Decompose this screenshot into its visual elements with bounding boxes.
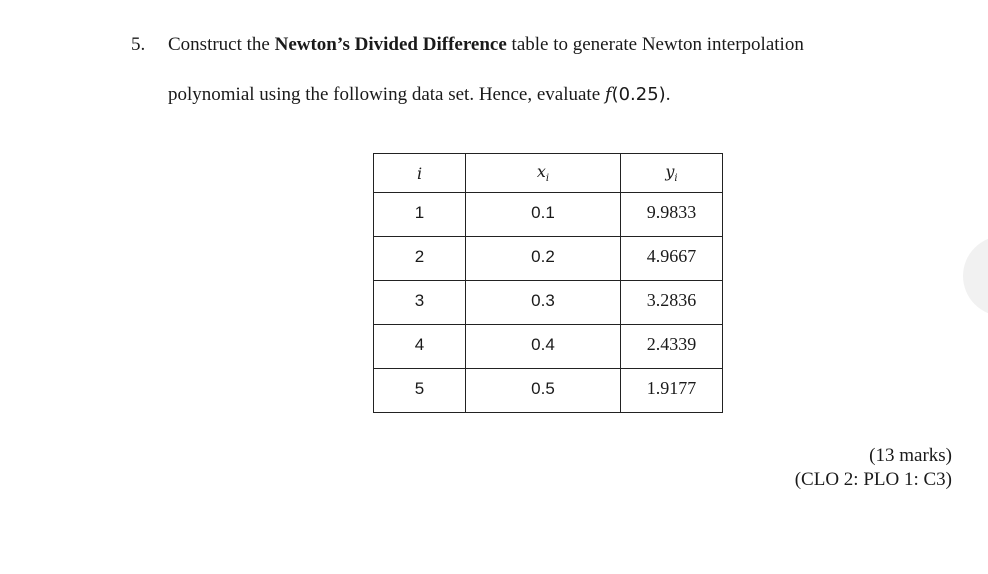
header-y-base: y [665,161,675,181]
data-table [373,153,723,413]
header-y [621,154,723,193]
question-line-2-end: . [665,84,671,105]
cell-x: 0.4 [466,325,621,369]
math-function-f: f [604,84,612,105]
question-line-1-before: Construct the [168,34,275,55]
cell-y: 2.4339 [621,325,723,369]
cell-i: 1 [374,193,466,237]
table-row [374,237,723,281]
cell-i: 2 [374,237,466,281]
marks-clo-plo: (CLO 2: PLO 1: C3) [794,469,952,490]
header-x [466,154,621,193]
cell-y: 3.2836 [621,281,723,325]
cell-y: 4.9667 [621,237,723,281]
table-row [374,193,723,237]
table-header-row [374,154,723,193]
question-line-2-text: polynomial using the following data set. Hence, evaluate [168,84,605,105]
cell-i: 3 [374,281,466,325]
header-y-sub: i [674,173,678,185]
question-line-1-after: table to generate Newton interpolation [506,34,804,55]
cell-i: 5 [374,369,466,413]
edge-circle-decoration [963,236,988,316]
cell-x: 0.5 [466,369,621,413]
question-bold-term: Newton’s Divided Difference [274,34,507,55]
marks-total: (13 marks) [869,445,952,466]
cell-x: 0.3 [466,281,621,325]
marks-block [795,444,952,492]
table-row [374,325,723,369]
cell-y: 9.9833 [621,193,723,237]
question-line-2 [168,83,670,107]
math-function-argument: (0.25) [611,84,666,105]
cell-i: 4 [374,325,466,369]
header-x-base: x [536,161,546,181]
table-row [374,369,723,413]
question-number: 5. [131,34,146,55]
table-row [374,281,723,325]
cell-y: 1.9177 [621,369,723,413]
header-i: i [374,154,466,193]
header-x-sub: i [545,173,550,185]
question-line-1 [168,33,804,57]
cell-x: 0.1 [466,193,621,237]
cell-x: 0.2 [466,237,621,281]
